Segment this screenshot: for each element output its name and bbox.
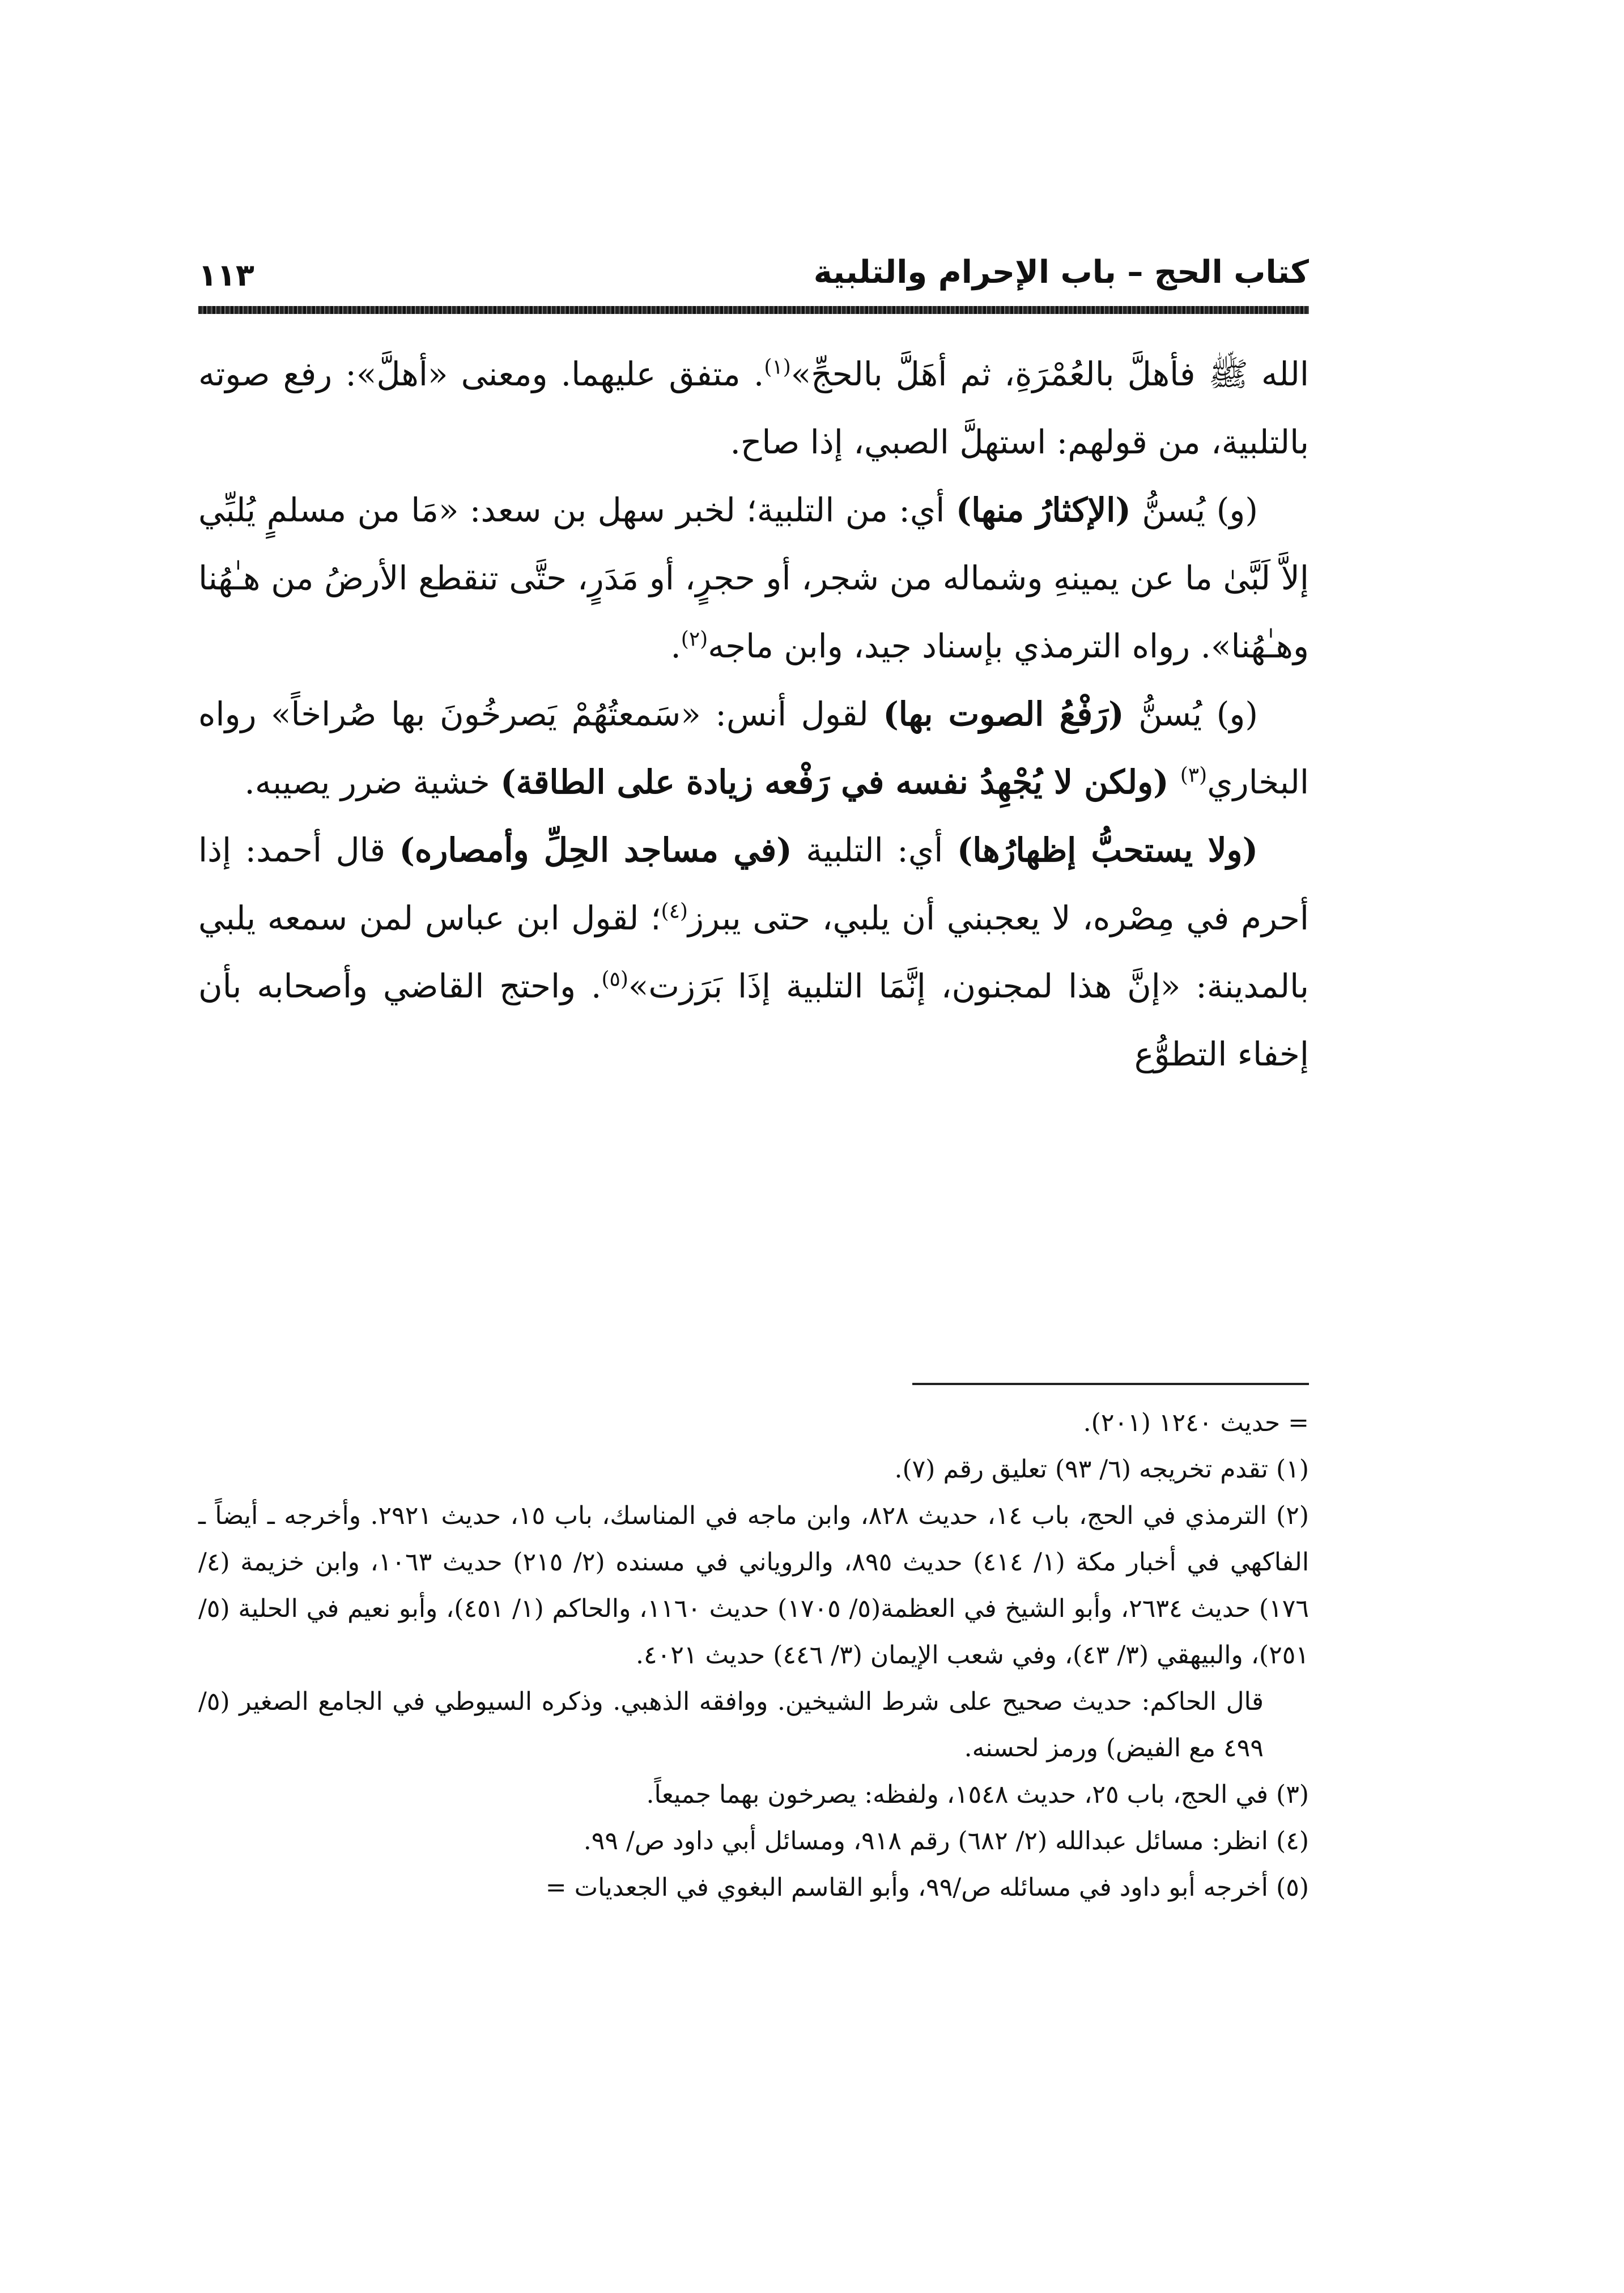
footnote-ref: (٤) [661, 899, 688, 923]
footnote-ref: (٣) [1180, 763, 1208, 787]
matn-text: (رَفْعُ الصوت بها) [883, 695, 1124, 733]
footnote-ref: (١) [764, 355, 791, 379]
text-run: الله ﷺ فأهلَّ بالعُمْرَةِ، ثم أهَلَّ بالحجِّ» [790, 355, 1309, 393]
footnotes [198, 1400, 1309, 1911]
paragraph-3 [198, 680, 1309, 816]
matn-text: (ولكن لا يُجْهِدُ نفسه في رَفْعه زيادة على الطاقة) [500, 763, 1180, 801]
footnote-1: (١) تقدم تخريجه (٦/ ٩٣) تعليق رقم (٧). [894, 1455, 1309, 1484]
text-run: ؛ لقول ابن عباس لمن سمعه يلبي بالمدينة: «إنَّ هذا لمجنون، إنَّمَا التلبية إذَا بَرَزت» [198, 899, 1309, 1005]
text-run: (و) يُسنُّ [1130, 491, 1258, 529]
matn-text: (الإكثارُ منها) [955, 491, 1131, 529]
text-run: . متفق عليهما. ومعنى «أهلَّ»: رفع صوته بالتلبية، من قولهم: استهلَّ الصبي، إذا صاح. [198, 355, 1309, 461]
text-run: . [670, 627, 681, 665]
page-number: ١١٣ [198, 257, 254, 293]
header-rule [198, 306, 1309, 314]
footnote-separator [912, 1383, 1309, 1385]
footnote-5: (٥) أخرجه أبو داود في مسائله ص/٩٩، وأبو القاسم البغوي في الجعديات = [545, 1873, 1309, 1902]
text-run: أي: من التلبية؛ لخبر سهل بن سعد: «مَا من مسلمٍ يُلبِّي إلاَّ لَبَّىٰ ما عن يمينهِ وشماله من شجر، أو حجرٍ، أو مَدَرٍ، حتَّى تنقطع الأرضُ من هـٰهُنا وهـٰهُنا». رواه الترمذي بإسناد جيد، وابن ماجه [198, 491, 1309, 665]
text-run: أي: التلبية [792, 831, 957, 869]
text-run: قال أحمد: إذا أحرم في مِصْره، لا يعجبني أن يلبي، حتى يبرز [198, 831, 1309, 937]
page-header [198, 249, 1309, 306]
text-run: . واحتج القاضي وأصحابه بأن إخفاء التطوُّع [198, 967, 1309, 1073]
footnote-4: (٤) انظر: مسائل عبدالله (٢/ ٦٨٢) رقم ٩١٨، ومسائل أبي داود ص/ ٩٩. [583, 1827, 1309, 1855]
paragraph-4 [198, 816, 1309, 1088]
running-title: كتاب الحج – باب الإحرام والتلبية [813, 254, 1309, 291]
matn-text: (ولا يستحبُّ إظهارُها) [956, 831, 1259, 869]
text-run: (و) يُسنُّ [1124, 695, 1258, 733]
main-text [198, 340, 1309, 1366]
footnote-ref: (٢) [681, 627, 708, 651]
matn-text: (في مساجد الحِلِّ وأمصاره) [399, 831, 792, 869]
paragraph-2 [198, 476, 1309, 680]
text-run: لقول أنس: «سَمعتُهُمْ يَصرخُونَ بها صُراخاً» رواه البخاري [198, 695, 1309, 801]
footnote-2: (٢) الترمذي في الحج، باب ١٤، حديث ٨٢٨، وابن ماجه في المناسك، باب ١٥، حديث ٢٩٢١. وأخرجه ـ أيضاً ـ الفاكهي في أخبار مكة (١/ ٤١٤) حديث ٨٩٥، والروياني في مسنده (٢/ ٢١٥) حديث ١٠٦٣، وابن خزيمة (٤/ ١٧٦) حديث ٢٦٣٤، وأبو الشيخ في العظمة(٥/ ١٧٠٥) حديث ١١٦٠، والحاكم (١/ ٤٥١)، وأبو نعيم في الحلية (٥/ ٢٥١)، والبيهقي (٣/ ٤٣)، وفي شعب الإيمان (٣/ ٤٤٦) حديث ٤٠٢١. [198, 1501, 1310, 1670]
paragraph-1 [198, 340, 1309, 476]
text-run: خشية ضرر يصيبه. [244, 763, 501, 801]
footnote-3: (٣) في الحج، باب ٢٥، حديث ١٥٤٨، ولفظه: يصرخون بهما جميعاً. [646, 1780, 1309, 1809]
footnote-2-note: قال الحاكم: حديث صحيح على شرط الشيخين. ووافقه الذهبي. وذكره السيوطي في الجامع الصغير (٥/ ٤٩٩ مع الفيض) ورمز لحسنه. [198, 1687, 1264, 1763]
footnote-ref: (٥) [601, 967, 628, 991]
footnote-continuation: = حديث ١٢٤٠ (٢٠١). [1083, 1408, 1309, 1437]
